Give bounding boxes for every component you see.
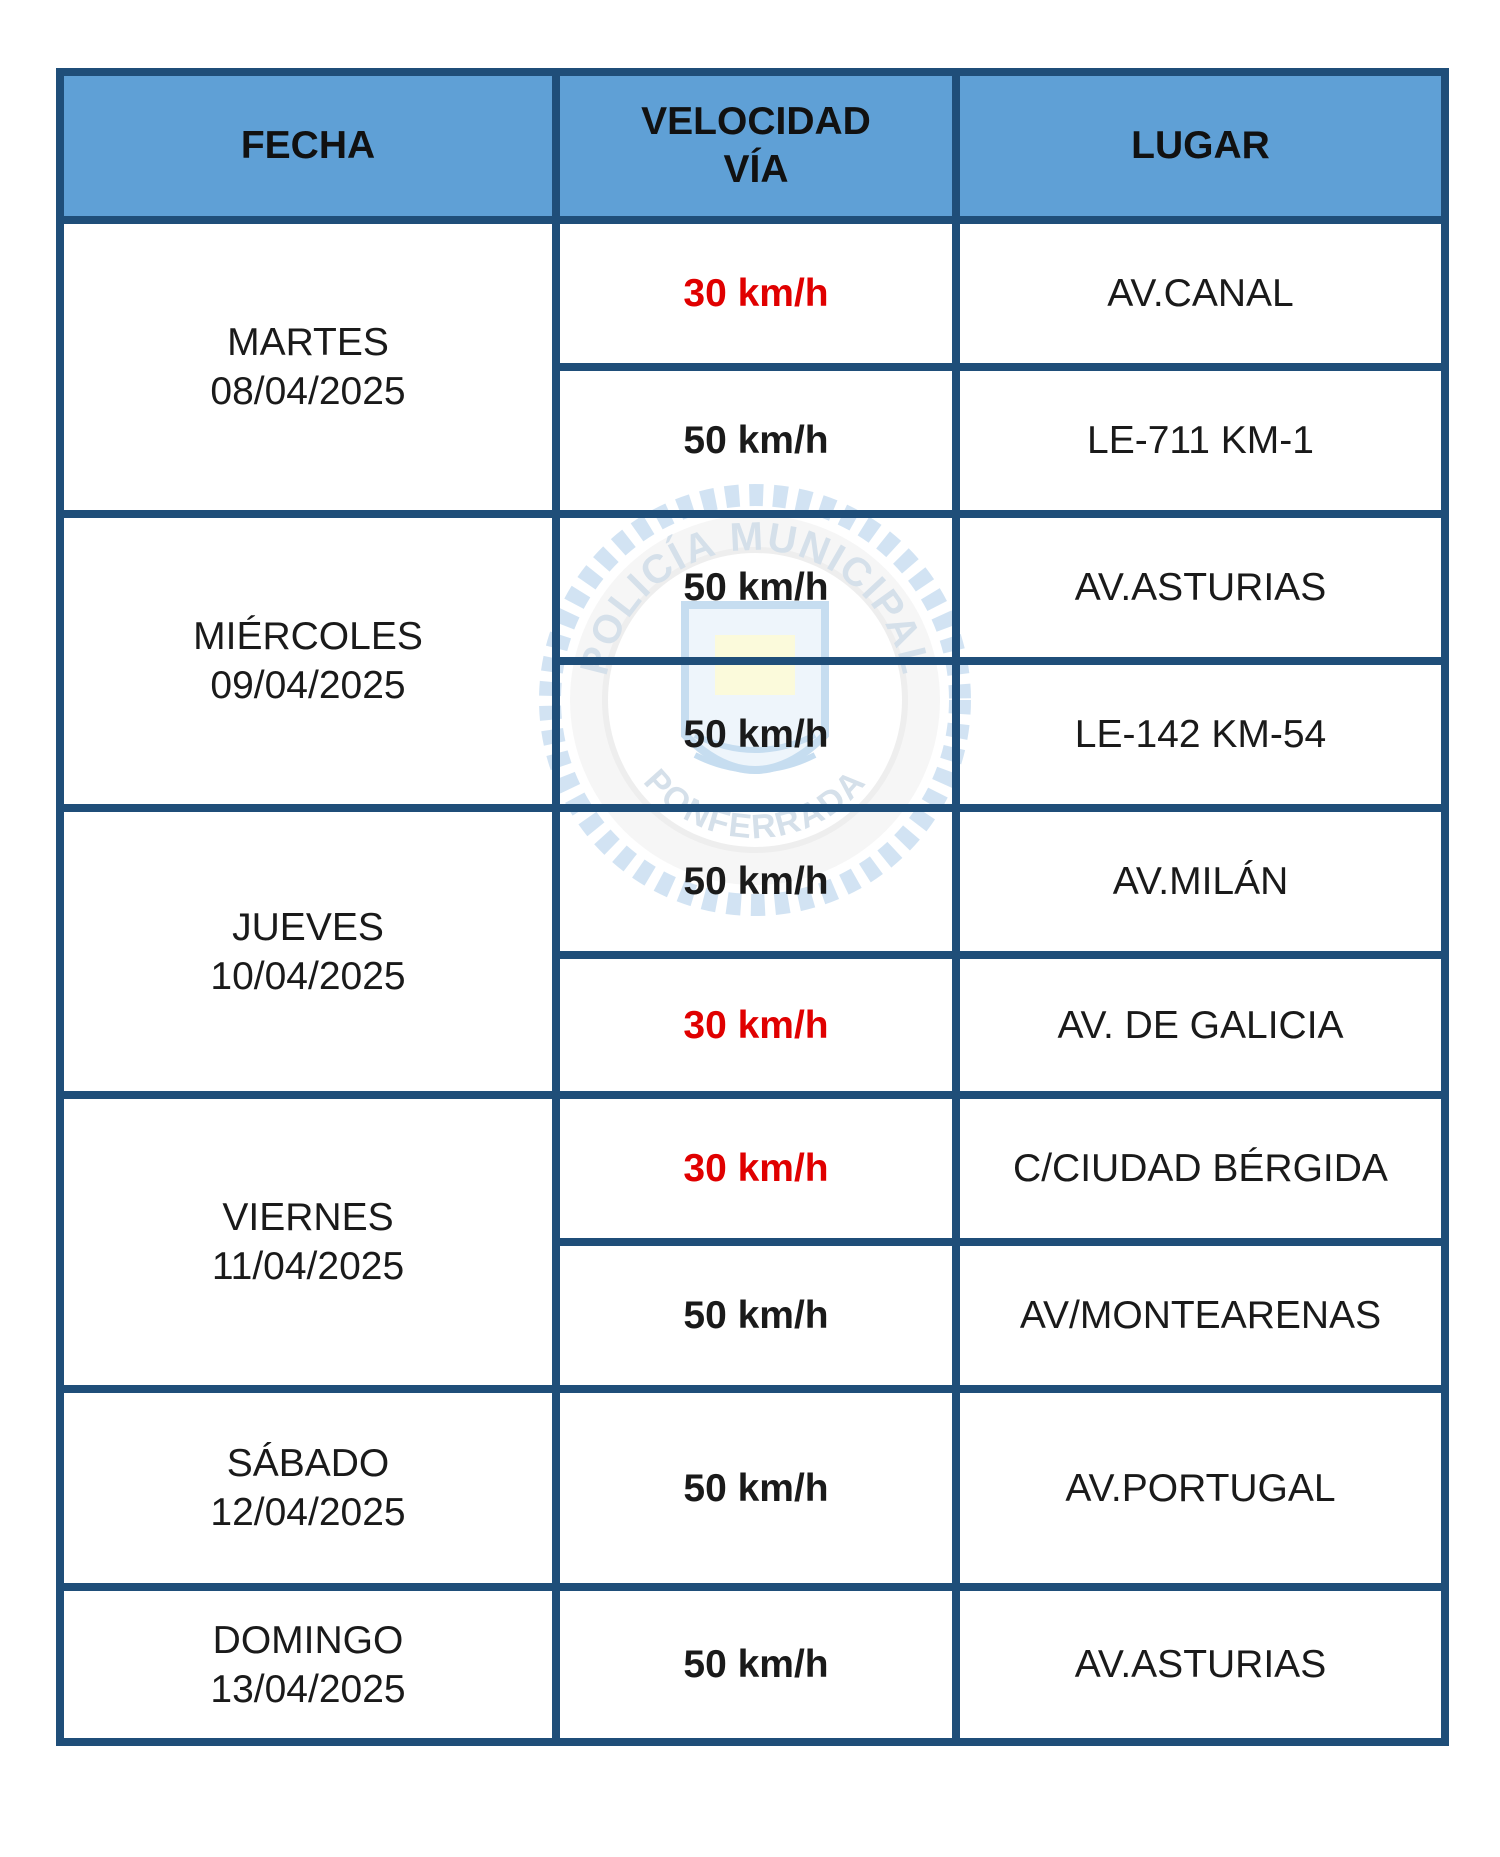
header-speed-line1: VELOCIDAD [641, 100, 871, 143]
watermark-top-text: POLICÍA MUNICIPAL [572, 514, 938, 680]
speed-cell: 50 km/h [556, 514, 956, 661]
speed-cell: 50 km/h [556, 367, 956, 514]
day-date: 10/04/2025 [210, 954, 406, 998]
header-place: LUGAR [956, 72, 1445, 220]
date-cell [60, 514, 556, 808]
day-date: 08/04/2025 [210, 370, 406, 413]
place-cell: AV. DE GALICIA [956, 955, 1445, 1095]
date-cell [60, 1095, 556, 1389]
table-row [60, 514, 1445, 661]
place-cell: AV.MILÁN [956, 808, 1445, 955]
date-cell [60, 1389, 556, 1587]
place-cell: AV.CANAL [956, 220, 1445, 367]
table-row [60, 1095, 1445, 1242]
table-row [60, 808, 1445, 955]
date-cell [60, 1587, 556, 1742]
day-name: DOMINGO [212, 1618, 404, 1662]
day-name: MARTES [227, 321, 389, 364]
place-cell: AV.PORTUGAL [956, 1389, 1445, 1587]
table-row [60, 220, 1445, 367]
speed-cell: 50 km/h [556, 1242, 956, 1389]
speed-cell: 50 km/h [556, 1389, 956, 1587]
day-date: 12/04/2025 [210, 1491, 406, 1534]
day-name: SÁBADO [226, 1442, 390, 1485]
table-header-row [60, 72, 1445, 220]
place-cell: AV/MONTEARENAS [956, 1242, 1445, 1389]
day-date: 13/04/2025 [210, 1667, 406, 1711]
header-speed [556, 72, 956, 220]
place-cell: LE-142 KM-54 [956, 661, 1445, 808]
date-cell [60, 808, 556, 1095]
watermark-bottom-text: PONFERRADA [636, 761, 874, 847]
speed-control-schedule-table [56, 68, 1449, 1746]
place-cell: C/CIUDAD BÉRGIDA [956, 1095, 1445, 1242]
day-date: 11/04/2025 [211, 1245, 405, 1288]
speed-cell: 50 km/h [556, 808, 956, 955]
speed-cell: 30 km/h [556, 220, 956, 367]
place-cell: LE-711 KM-1 [956, 367, 1445, 514]
header-speed-line2: VÍA [723, 148, 789, 191]
day-name: JUEVES [232, 905, 384, 949]
day-name: VIERNES [222, 1196, 394, 1239]
speed-cell: 30 km/h [556, 955, 956, 1095]
speed-cell: 50 km/h [556, 1587, 956, 1742]
place-cell: AV.ASTURIAS [956, 1587, 1445, 1742]
speed-cell: 50 km/h [556, 661, 956, 808]
table-row [60, 1389, 1445, 1587]
place-cell: AV.ASTURIAS [956, 514, 1445, 661]
speed-cell: 30 km/h [556, 1095, 956, 1242]
header-date: FECHA [60, 72, 556, 220]
day-date: 09/04/2025 [210, 664, 406, 707]
table-row [60, 1587, 1445, 1742]
day-name: MIÉRCOLES [193, 615, 423, 658]
date-cell [60, 220, 556, 514]
